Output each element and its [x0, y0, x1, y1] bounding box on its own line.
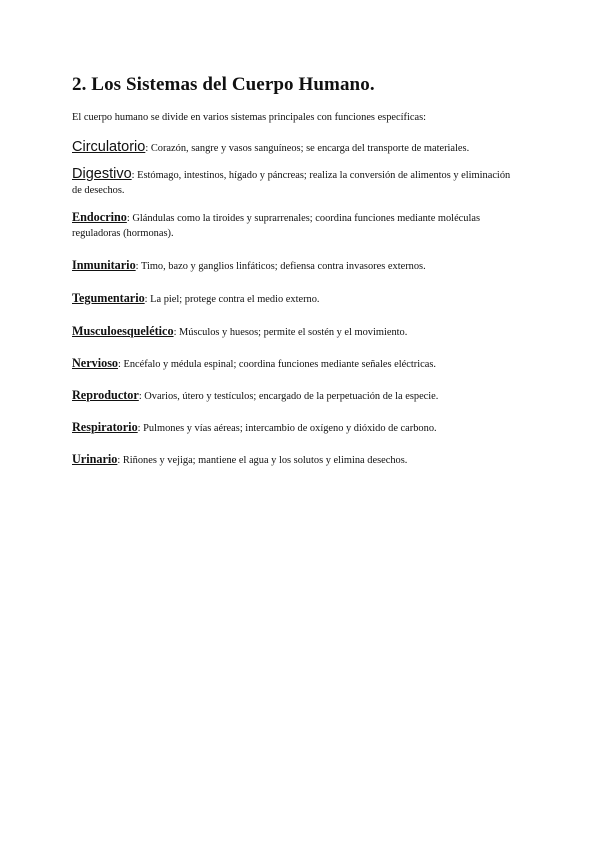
system-term-nervioso: Nervioso — [72, 356, 119, 370]
system-description-urinario: : Riñones y vejiga; mantiene el agua y los solutos y elimina desechos. — [117, 455, 408, 466]
system-term-digestivo: Digestivo — [72, 166, 132, 182]
system-description-musculoesqueletico: : Músculos y huesos; permite el sostén y el movimiento. — [173, 327, 408, 338]
system-term-urinario: Urinario — [72, 452, 118, 466]
system-description-tegumentario: : La piel; protege contra el medio externo. — [144, 294, 320, 305]
system-description-reproductor: : Ovarios, útero y testículos; encargado de la perpetuación de la especie. — [138, 391, 439, 402]
system-item-tegumentario — [72, 290, 522, 308]
system-term-tegumentario: Tegumentario — [72, 291, 145, 305]
system-description-circulatorio: : Corazón, sangre y vasos sanguíneos; se encarga del transporte de materiales. — [145, 143, 470, 154]
system-item-inmunitario — [72, 257, 522, 275]
system-item-digestivo — [72, 167, 522, 198]
system-item-urinario — [72, 451, 522, 469]
system-description-digestivo: : Estómago, intestinos, hígado y páncreas; realiza la conversión de alimentos y eliminación de desechos. — [72, 170, 511, 196]
document-content — [72, 72, 522, 469]
system-term-endocrino: Endocrino — [72, 210, 127, 224]
system-item-reproductor — [72, 387, 522, 405]
system-description-respiratorio: : Pulmones y vías aéreas; intercambio de oxígeno y dióxido de carbono. — [137, 423, 437, 434]
system-item-endocrino — [72, 210, 522, 241]
system-term-circulatorio: Circulatorio — [72, 139, 146, 155]
system-item-nervioso — [72, 355, 522, 373]
system-term-musculoesqueletico: Musculoesquelético — [72, 324, 174, 338]
system-description-nervioso: : Encéfalo y médula espinal; coordina funciones mediante señales eléctricas. — [118, 359, 436, 370]
page-title: 2. Los Sistemas del Cuerpo Humano. — [72, 74, 375, 95]
system-term-respiratorio: Respiratorio — [72, 420, 138, 434]
system-description-inmunitario: : Timo, bazo y ganglios linfáticos; defiensa contra invasores externos. — [135, 261, 426, 272]
system-item-respiratorio — [72, 419, 522, 437]
system-description-endocrino: : Glándulas como la tiroides y suprarrenales; coordina funciones mediante moléculas reguladoras (hormonas). — [72, 213, 481, 239]
intro-paragraph: El cuerpo humano se divide en varios sistemas principales con funciones específicas: — [72, 112, 427, 123]
system-item-musculoesqueletico — [72, 323, 522, 341]
system-term-inmunitario: Inmunitario — [72, 258, 136, 272]
system-term-reproductor: Reproductor — [72, 388, 139, 402]
system-item-circulatorio — [72, 139, 522, 157]
